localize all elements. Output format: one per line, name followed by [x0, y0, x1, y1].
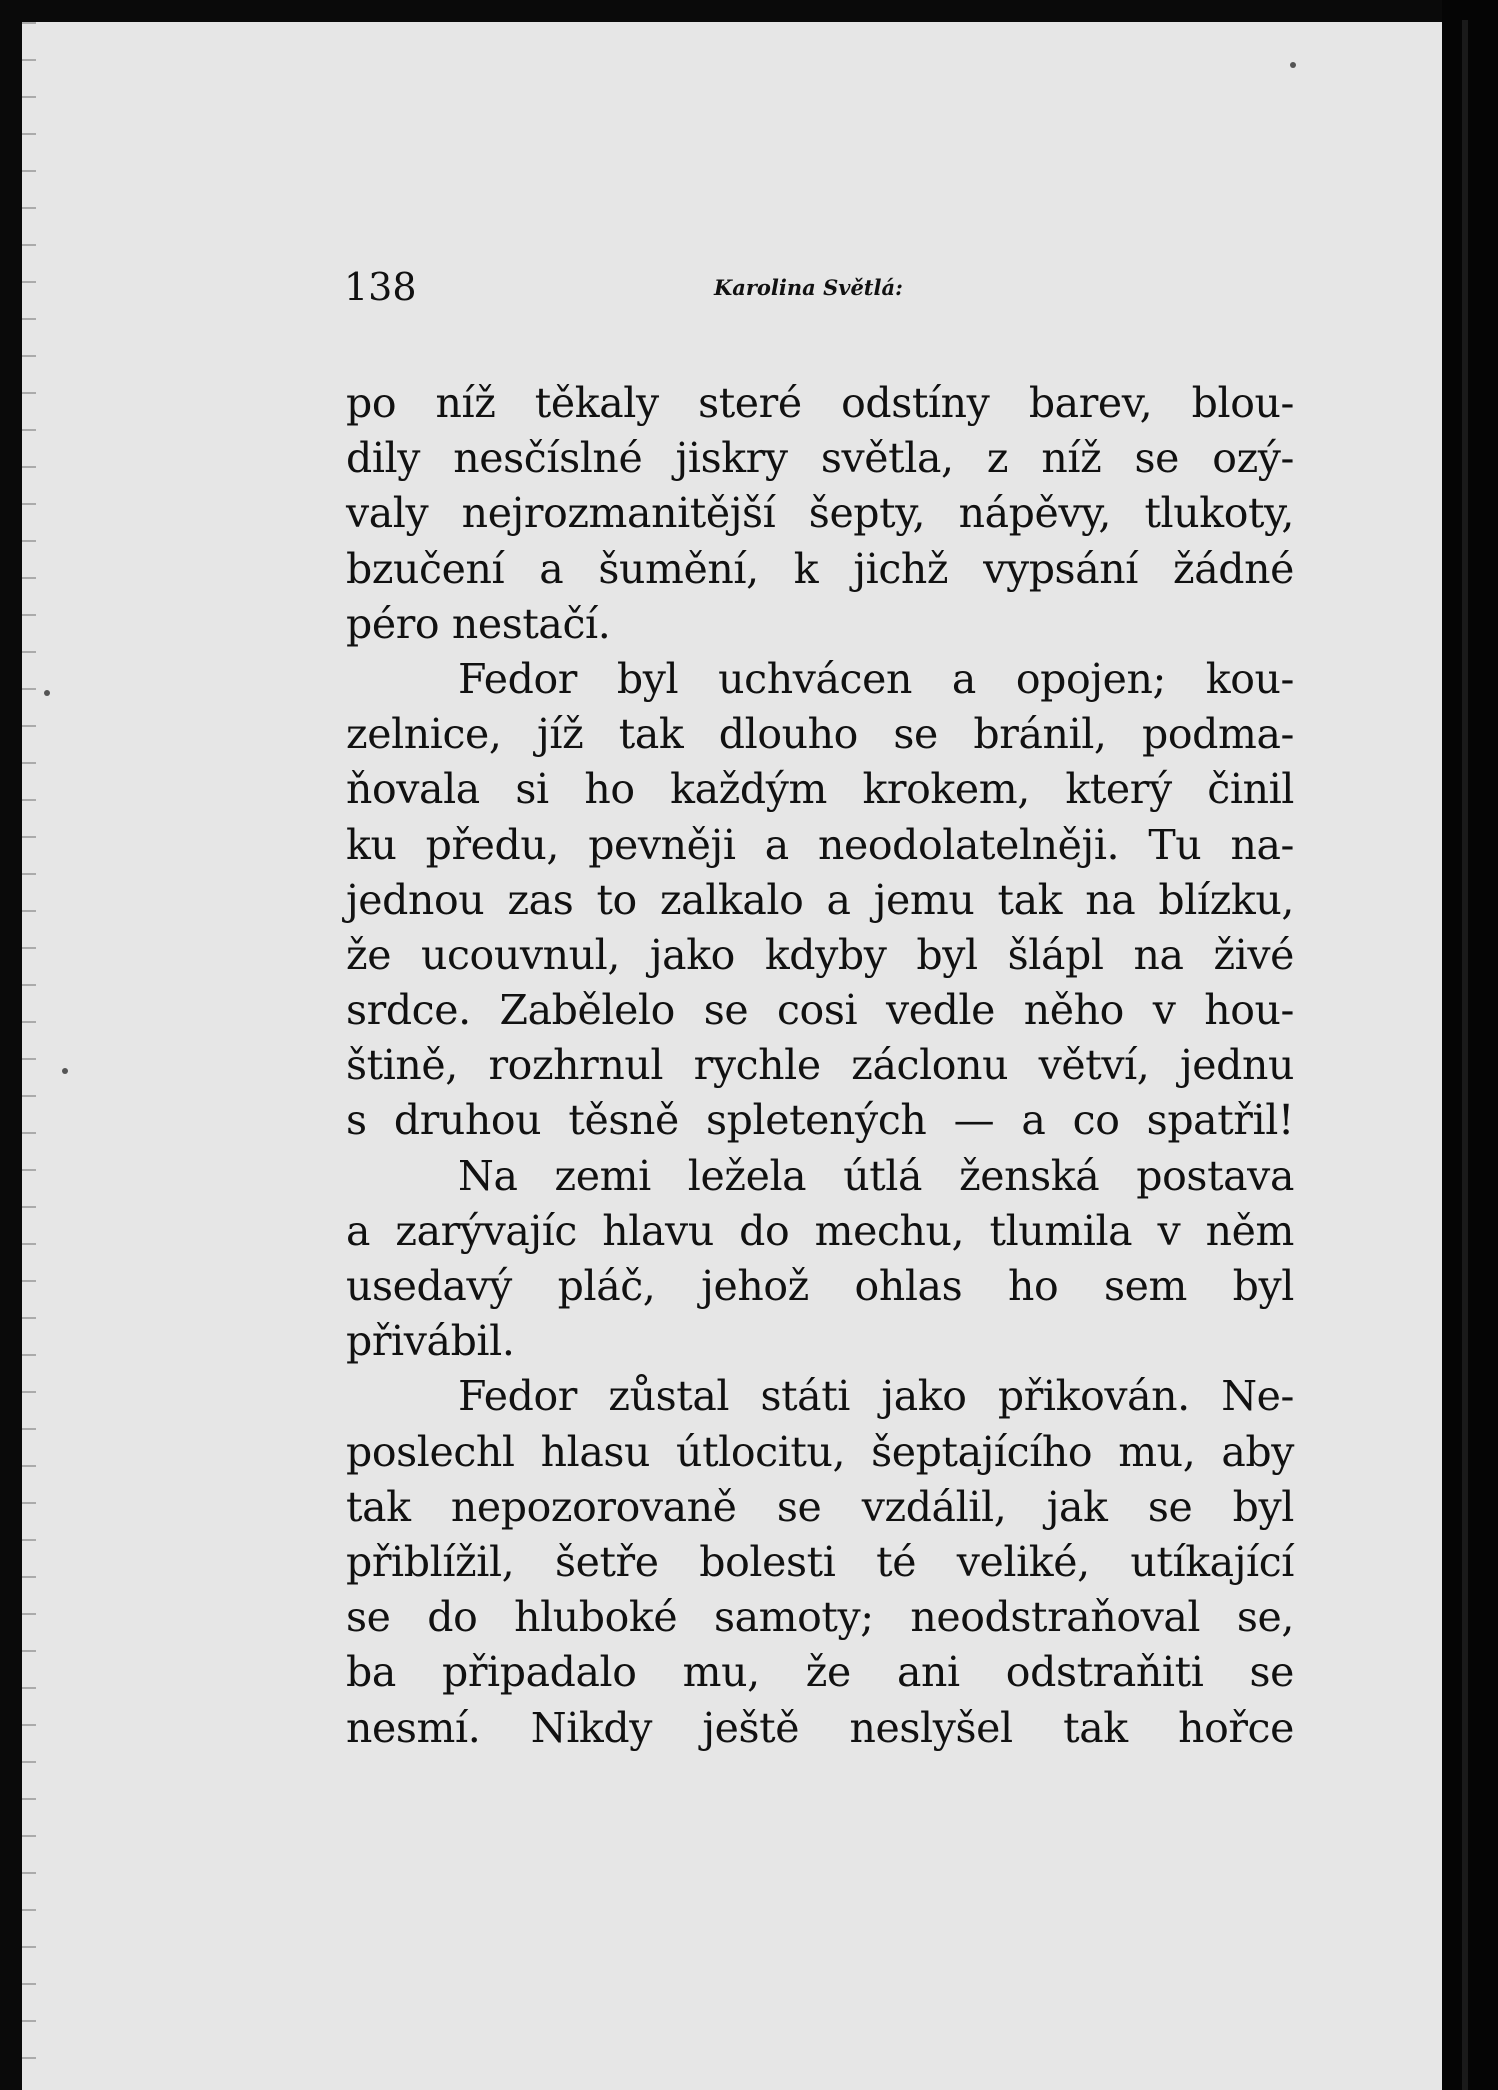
text-line: přivábil. — [346, 1317, 515, 1366]
text-line: ku předu, pevněji a neodolatelněji. Tu na- — [346, 820, 1294, 869]
text-line: Fedor zůstal státi jako přikován. Ne- — [458, 1372, 1294, 1421]
text-line: jednou zas to zalkalo a jemu tak na blízku, — [346, 875, 1294, 924]
speck-mark — [62, 1068, 68, 1074]
speck-mark — [44, 690, 50, 696]
text-line: zelnice, jíž tak dlouho se bránil, podma- — [346, 710, 1294, 759]
speck-mark — [1290, 62, 1296, 68]
text-line: usedavý pláč, jehož ohlas ho sem byl — [346, 1262, 1294, 1310]
text-line: dily nesčíslné jiskry světla, z níž se ozý- — [346, 434, 1294, 483]
text-line: srdce. Zabělelo se cosi vedle něho v hou- — [346, 986, 1294, 1035]
text-line: ba připadalo mu, že ani odstraňiti se — [346, 1648, 1294, 1697]
scan-border-strip — [1462, 20, 1468, 2090]
text-line: tak nepozorovaně se vzdálil, jak se byl — [346, 1482, 1294, 1531]
text-line: péro nestačí. — [346, 599, 611, 648]
text-line: se do hluboké samoty; neodstraňoval se, — [346, 1593, 1294, 1642]
text-line: bzučení a šumění, k jichž vypsání žádné — [346, 544, 1294, 593]
body-text — [346, 376, 1294, 1756]
text-line: po níž těkaly steré odstíny barev, blou- — [346, 379, 1294, 427]
text-line: že ucouvnul, jako kdyby byl šlápl na živé — [346, 930, 1294, 979]
text-line: nesmí. Nikdy ještě neslyšel tak hořce — [346, 1703, 1294, 1752]
page-left-edge — [22, 22, 36, 2090]
text-line: s druhou těsně spletených — a co spatřil! — [346, 1096, 1294, 1145]
text-line: valy nejrozmanitější šepty, nápěvy, tlukoty, — [346, 489, 1294, 538]
text-line: poslechl hlasu útlocitu, šeptajícího mu, aby — [346, 1427, 1294, 1476]
text-line: štině, rozhrnul rychle záclonu větví, jednu — [346, 1041, 1294, 1090]
page-header — [344, 262, 1294, 312]
running-head: Karolina Světlá: — [714, 275, 903, 300]
text-line: ňovala si ho každým krokem, který činil — [346, 765, 1294, 814]
page-number: 138 — [344, 265, 417, 309]
text-line: a zarývajíc hlavu do mechu, tlumila v něm — [346, 1206, 1294, 1255]
text-line: přiblížil, šetře bolesti té veliké, utíkající — [346, 1537, 1294, 1586]
text-line: Na zemi ležela útlá ženská postava — [458, 1151, 1294, 1200]
scan-border-right — [1442, 0, 1498, 2090]
text-line: Fedor byl uchvácen a opojen; kou- — [458, 654, 1294, 703]
